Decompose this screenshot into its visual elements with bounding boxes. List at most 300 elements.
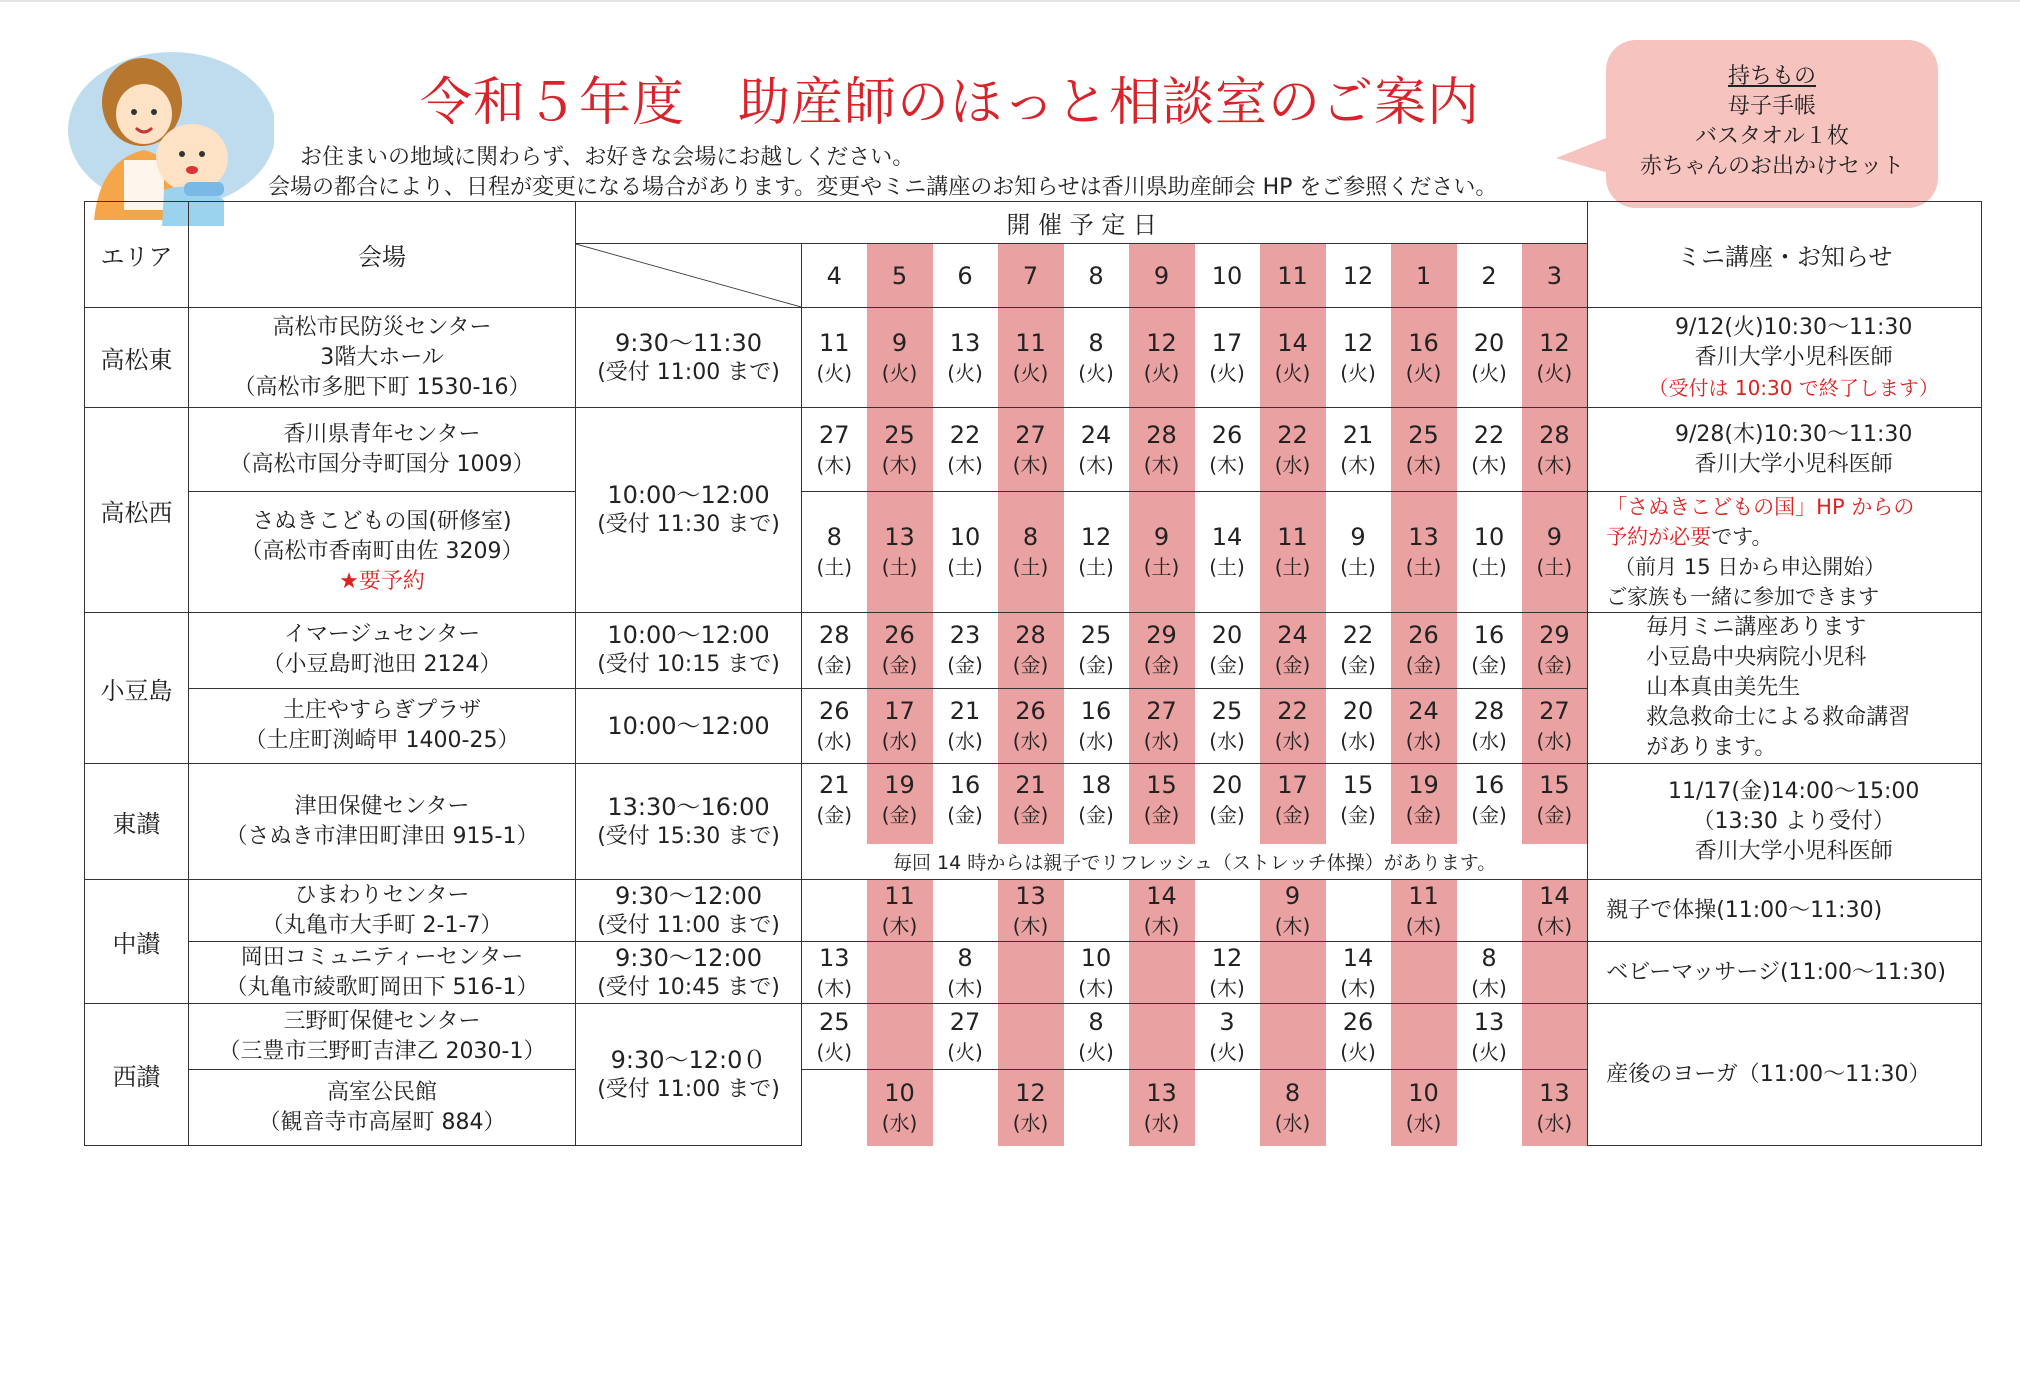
date-day: 26: [1342, 1007, 1374, 1036]
date-day: 12: [1539, 328, 1570, 357]
month-header: 5: [867, 244, 933, 308]
date-weekday: (木): [1471, 452, 1507, 477]
hours-reception: (受付 10:45 まで): [597, 974, 780, 1000]
date-day: 14: [1342, 943, 1374, 972]
area-cell: 高松東: [85, 308, 189, 408]
hours-time: 10:00～12:00: [607, 711, 770, 740]
date-cell: [1064, 688, 1129, 764]
date-weekday: (木): [1536, 452, 1573, 477]
intro-line-1: お住まいの地域に関わらず、お好きな会場にお越しください。: [300, 145, 915, 170]
notes-cell: [1588, 942, 1982, 1004]
date-cell: [802, 1070, 867, 1146]
date-weekday: (金): [1209, 653, 1245, 678]
date-weekday: (木): [881, 452, 918, 477]
hours-time: 9:30～11:30: [614, 328, 763, 357]
date-cell: [1129, 308, 1195, 408]
date-cell: [933, 1004, 998, 1070]
date-day: 9: [1284, 881, 1301, 910]
date-weekday: (木): [816, 452, 853, 477]
area-cell: 西讃: [85, 1004, 189, 1146]
hours-time: 13:30～16:00: [607, 792, 770, 821]
date-day: 29: [1539, 621, 1570, 650]
date-cell: [1129, 942, 1195, 1004]
date-weekday: (水): [1143, 728, 1180, 753]
date-day: 24: [1277, 621, 1308, 650]
note-line: 小豆島中央病院小児科: [1646, 645, 1867, 670]
date-weekday: (火): [1340, 1039, 1376, 1064]
venue-line: （高松市香南町由佐 3209）: [240, 539, 524, 564]
month-header: 7: [998, 244, 1064, 308]
hours-reception: (受付 11:00 まで): [597, 1076, 780, 1102]
date-weekday: (木): [1471, 975, 1507, 1000]
date-day: 13: [1473, 1007, 1505, 1036]
date-cell: [867, 1070, 933, 1146]
date-day: 21: [818, 771, 850, 799]
date-day: 9: [1350, 523, 1366, 551]
date-weekday: (金): [1078, 803, 1114, 827]
date-day: 14: [1539, 881, 1570, 910]
month-header: 9: [1129, 244, 1195, 308]
note-line: （前月 15 日から申込開始）: [1614, 555, 1886, 579]
date-cell: [1260, 942, 1326, 1004]
date-weekday: (金): [947, 803, 983, 827]
diagonal-header-cell: [576, 244, 802, 308]
date-weekday: (水): [1274, 1110, 1311, 1135]
date-day: 19: [884, 771, 915, 799]
date-weekday: (金): [1143, 803, 1180, 827]
hours-cell: [576, 1004, 802, 1146]
date-weekday: (金): [1012, 803, 1049, 827]
date-cell: [1195, 942, 1260, 1004]
date-day: 8: [826, 523, 842, 551]
date-weekday: (水): [1209, 728, 1245, 753]
date-cell: [1064, 1004, 1129, 1070]
date-weekday: (水): [1536, 1110, 1573, 1135]
date-cell: [1522, 308, 1588, 408]
date-cell: [1326, 492, 1391, 613]
date-cell: [1129, 880, 1195, 942]
date-weekday: (木): [816, 975, 853, 1000]
header-dates: 開 催 予 定 日: [576, 202, 1588, 244]
date-cell: [1457, 688, 1522, 764]
date-cell: [933, 942, 998, 1004]
venue-cell: [189, 408, 576, 492]
date-weekday: (木): [1536, 913, 1573, 938]
date-day: 25: [1408, 420, 1439, 449]
note-line: （受付は 10:30 で終了します）: [1648, 375, 1939, 400]
date-weekday: (土): [1209, 555, 1245, 579]
date-cell: [1457, 492, 1522, 613]
date-cell: [998, 1004, 1064, 1070]
date-day: 26: [1015, 696, 1046, 725]
date-cell: [802, 688, 867, 764]
date-weekday: (水): [1471, 728, 1507, 753]
bring-title: 持ちもの: [1727, 64, 1816, 89]
date-cell: [998, 492, 1064, 613]
note-line: 9/28(木)10:30～11:30: [1675, 421, 1913, 447]
date-weekday: (金): [1536, 653, 1573, 678]
venue-line: 高室公民館: [326, 1079, 437, 1105]
notes-cell: [1588, 764, 1982, 880]
note-line: 「さぬきこどもの国」HP からの: [1606, 495, 1915, 519]
date-day: 20: [1211, 621, 1243, 650]
date-cell: [1064, 613, 1129, 689]
date-cell: [1129, 1004, 1195, 1070]
date-day: 27: [1539, 696, 1570, 725]
date-cell: [1522, 880, 1588, 942]
date-day: 17: [884, 696, 915, 725]
date-cell: [802, 492, 867, 613]
date-day: 27: [818, 420, 850, 449]
date-cell: [1064, 880, 1129, 942]
date-weekday: (金): [881, 803, 918, 827]
date-weekday: (金): [1405, 803, 1442, 827]
area-cell: 小豆島: [85, 613, 189, 764]
date-weekday: (水): [1078, 728, 1114, 753]
date-cell: [802, 942, 867, 1004]
venue-cell: [189, 492, 576, 613]
venue-line: 高松市民防災センター: [272, 314, 492, 340]
date-weekday: (火): [1012, 360, 1049, 385]
date-weekday: (木): [1340, 975, 1376, 1000]
date-cell: [867, 764, 933, 844]
date-day: 29: [1146, 621, 1177, 650]
date-cell: [1064, 1070, 1129, 1146]
hours-cell: [576, 613, 802, 689]
venue-line: （三豊市三野町吉津乙 2030-1）: [218, 1038, 546, 1064]
venue-line: （高松市多肥下町 1530-16）: [233, 374, 531, 400]
date-cell: [1195, 308, 1260, 408]
date-day: 8: [1022, 523, 1039, 551]
date-weekday: (水): [1536, 728, 1573, 753]
date-weekday: (木): [1012, 452, 1049, 477]
date-day: 17: [1277, 771, 1308, 799]
note-line: 11/17(金)14:00～15:00: [1668, 778, 1920, 804]
date-cell: [1260, 1004, 1326, 1070]
date-day: 25: [1080, 621, 1112, 650]
month-header: 3: [1522, 244, 1588, 308]
date-cell: [1064, 308, 1129, 408]
note-line: があります。: [1646, 735, 1777, 760]
date-cell: [998, 613, 1064, 689]
date-day: 23: [949, 621, 981, 650]
date-day: 12: [1080, 523, 1112, 551]
note-reservation-required: 予約が必要: [1606, 525, 1712, 549]
page-title: 令和５年度 助産師のほっと相談室のご案内: [420, 73, 1481, 133]
date-day: 28: [1473, 696, 1505, 725]
date-cell: [1260, 492, 1326, 613]
date-weekday: (火): [1209, 1039, 1245, 1064]
notes-cell: [1588, 408, 1982, 492]
date-cell: [867, 613, 933, 689]
hours-time: 10:00～12:00: [607, 621, 770, 650]
date-cell: [1391, 1004, 1457, 1070]
date-cell: [933, 492, 998, 613]
note-line: （13:30 より受付）: [1692, 808, 1895, 834]
date-weekday: (金): [1078, 653, 1114, 678]
venue-line: （観音寺市高屋町 884）: [258, 1109, 506, 1135]
date-day: 9: [1546, 523, 1562, 551]
note-line: 9/12(火)10:30～11:30: [1675, 314, 1913, 340]
date-cell: [1195, 408, 1260, 492]
date-day: 12: [1342, 328, 1374, 357]
date-weekday: (木): [1274, 913, 1311, 938]
date-cell: [1522, 942, 1588, 1004]
date-weekday: (火): [1143, 360, 1180, 385]
date-cell: [1260, 880, 1326, 942]
date-day: 20: [1473, 328, 1505, 357]
venue-cell: [189, 1070, 576, 1146]
date-day: 24: [1408, 696, 1439, 725]
notes-cell: [1588, 880, 1982, 942]
date-cell: [998, 942, 1064, 1004]
date-cell: [1457, 408, 1522, 492]
date-day: 22: [1473, 420, 1505, 449]
date-cell: [933, 1070, 998, 1146]
date-cell: [998, 764, 1064, 844]
month-header: 10: [1195, 244, 1260, 308]
date-day: 22: [1277, 696, 1308, 725]
date-day: 16: [1473, 771, 1505, 799]
date-cell: [1326, 408, 1391, 492]
date-cell: [1522, 492, 1588, 613]
date-day: 14: [1277, 328, 1308, 357]
date-day: 18: [1080, 771, 1112, 799]
date-cell: [1064, 492, 1129, 613]
date-day: 13: [1015, 881, 1046, 910]
date-cell: [1522, 764, 1588, 844]
date-cell: [802, 613, 867, 689]
venue-line: （小豆島町池田 2124）: [262, 652, 502, 678]
date-cell: [933, 688, 998, 764]
date-cell: [1326, 764, 1391, 844]
date-day: 13: [1146, 1078, 1177, 1107]
date-day: 15: [1146, 771, 1177, 799]
date-cell: [1260, 408, 1326, 492]
date-day: 27: [949, 1007, 981, 1036]
date-day: 22: [1277, 420, 1308, 449]
note-text: です。: [1711, 525, 1773, 549]
date-weekday: (土): [1143, 555, 1180, 579]
date-weekday: (水): [881, 1110, 918, 1135]
date-weekday: (火): [816, 360, 853, 385]
venue-cell: [189, 688, 576, 764]
date-day: 11: [818, 328, 850, 357]
date-weekday: (火): [1078, 1039, 1114, 1064]
date-weekday: (金): [1209, 803, 1245, 827]
date-day: 8: [1284, 1078, 1301, 1107]
date-weekday: (金): [1405, 653, 1442, 678]
date-cell: [1457, 942, 1522, 1004]
date-cell: [1326, 1070, 1391, 1146]
venue-line: （さぬき市津田町津田 915-1）: [225, 823, 539, 849]
date-cell: [1391, 1070, 1457, 1146]
date-day: 13: [1408, 523, 1439, 551]
date-cell: [1326, 942, 1391, 1004]
date-day: 14: [1146, 881, 1177, 910]
date-weekday: (火): [1209, 360, 1245, 385]
hours-cell: [576, 688, 802, 764]
date-day: 9: [1153, 523, 1170, 551]
date-cell: [867, 308, 933, 408]
date-day: 10: [1408, 1078, 1439, 1107]
area-cell: 高松西: [85, 408, 189, 613]
date-day: 12: [1146, 328, 1177, 357]
date-cell: [1064, 408, 1129, 492]
date-cell: [1457, 1070, 1522, 1146]
hours-time: 9:30～12:0０: [610, 1045, 767, 1074]
bring-item: バスタオル１枚: [1694, 124, 1849, 149]
date-cell: [1391, 308, 1457, 408]
date-weekday: (金): [1340, 803, 1376, 827]
intro-line-2: 会場の都合により、日程が変更になる場合があります。変更やミニ講座のお知らせは香川県助産師会 HP をご参照ください。: [268, 175, 1498, 200]
hours-time: 9:30～12:00: [614, 943, 763, 972]
hours-time: 10:00～12:00: [607, 481, 770, 509]
date-weekday: (木): [1209, 975, 1245, 1000]
date-day: 11: [884, 881, 915, 910]
date-cell: [1260, 764, 1326, 844]
date-cell: [1260, 1070, 1326, 1146]
date-cell: [933, 308, 998, 408]
note-line: 香川大学小児科医師: [1694, 344, 1893, 370]
date-weekday: (水): [816, 728, 853, 753]
date-day: 21: [1015, 771, 1046, 799]
date-cell: [998, 880, 1064, 942]
note-line: 親子で体操(11:00～11:30): [1606, 897, 1883, 923]
date-day: 11: [1277, 523, 1308, 551]
date-cell: [998, 1070, 1064, 1146]
date-day: 10: [949, 523, 981, 551]
date-weekday: (木): [1078, 975, 1114, 1000]
date-cell: [1129, 1070, 1195, 1146]
venue-line: 土庄やすらぎプラザ: [282, 697, 481, 723]
date-day: 8: [957, 943, 973, 972]
venue-cell: [189, 1004, 576, 1070]
notes-cell: [1588, 613, 1982, 764]
venue-line: ひまわりセンター: [294, 882, 470, 908]
notes-cell: [1588, 308, 1982, 408]
date-day: 27: [1015, 420, 1046, 449]
date-day: 25: [818, 1007, 850, 1036]
date-weekday: (木): [1405, 452, 1442, 477]
date-day: 27: [1146, 696, 1177, 725]
date-weekday: (木): [1209, 452, 1245, 477]
notes-cell: [1588, 1004, 1982, 1146]
date-day: 12: [1211, 943, 1243, 972]
date-cell: [1326, 308, 1391, 408]
venue-line: 三野町保健センター: [283, 1008, 481, 1034]
venue-line: さぬきこどもの国(研修室): [252, 509, 512, 534]
area-cell: 東讃: [85, 764, 189, 880]
date-cell: [1522, 1004, 1588, 1070]
date-cell: [1326, 880, 1391, 942]
date-day: 16: [949, 771, 981, 799]
venue-line: イマージュセンター: [283, 622, 481, 648]
date-day: 20: [1342, 696, 1374, 725]
date-cell: [1260, 613, 1326, 689]
date-day: 15: [1342, 771, 1374, 799]
venue-line: （丸亀市大手町 2-1-7）: [261, 912, 503, 938]
note-line: ベビーマッサージ(11:00～11:30): [1606, 959, 1946, 985]
date-day: 26: [818, 696, 850, 725]
venue-line: （土庄町渕崎甲 1400-25）: [244, 727, 520, 753]
date-weekday: (木): [881, 913, 918, 938]
date-day: 17: [1211, 328, 1243, 357]
date-weekday: (土): [816, 555, 853, 579]
date-weekday: (火): [881, 360, 918, 385]
date-cell: [1326, 613, 1391, 689]
date-weekday: (金): [1536, 803, 1573, 827]
date-day: 11: [1408, 881, 1439, 910]
date-day: 13: [1539, 1078, 1570, 1107]
date-day: 9: [891, 328, 908, 357]
date-cell: [1195, 880, 1260, 942]
date-weekday: (土): [1078, 555, 1114, 579]
date-cell: [1326, 1004, 1391, 1070]
date-day: 8: [1088, 1007, 1104, 1036]
date-weekday: (水): [1012, 728, 1049, 753]
date-weekday: (水): [1274, 728, 1311, 753]
date-day: 10: [884, 1078, 915, 1107]
date-day: 10: [1473, 523, 1505, 551]
date-cell: [933, 613, 998, 689]
venue-cell: [189, 308, 576, 408]
date-weekday: (土): [1471, 555, 1507, 579]
date-weekday: (金): [881, 653, 918, 678]
date-weekday: (土): [1274, 555, 1311, 579]
date-cell: [1457, 1004, 1522, 1070]
date-day: 8: [1481, 943, 1497, 972]
date-cell: [1195, 613, 1260, 689]
date-weekday: (金): [1471, 653, 1507, 678]
date-cell: [1129, 613, 1195, 689]
date-weekday: (金): [1471, 803, 1507, 827]
mother-and-baby-illustration: [64, 50, 274, 226]
month-header: 12: [1326, 244, 1391, 308]
date-day: 16: [1473, 621, 1505, 650]
date-cell: [1326, 688, 1391, 764]
venue-cell: [189, 880, 576, 942]
date-weekday: (火): [816, 1039, 853, 1064]
date-day: 21: [1342, 420, 1374, 449]
date-cell: [1457, 308, 1522, 408]
note-line: 香川大学小児科医師: [1694, 838, 1893, 864]
header-notes: ミニ講座・お知らせ: [1588, 202, 1982, 308]
venue-cell: [189, 942, 576, 1004]
note-line: 救急救命士による救命講習: [1646, 705, 1911, 730]
date-day: 22: [949, 420, 981, 449]
note-line: 山本真由美先生: [1646, 675, 1801, 700]
month-header: 11: [1260, 244, 1326, 308]
date-cell: [802, 408, 867, 492]
date-cell: [933, 408, 998, 492]
date-day: 16: [1080, 696, 1112, 725]
date-weekday: (土): [1405, 555, 1442, 579]
date-weekday: (金): [1274, 803, 1311, 827]
venue-cell: [189, 613, 576, 689]
date-day: 13: [884, 523, 915, 551]
date-weekday: (土): [1340, 555, 1376, 579]
date-weekday: (水): [881, 728, 918, 753]
date-cell: [1457, 764, 1522, 844]
date-weekday: (金): [1012, 653, 1049, 678]
date-cell: [1129, 408, 1195, 492]
date-weekday: (土): [1536, 555, 1573, 579]
date-cell: [1391, 408, 1457, 492]
date-weekday: (水): [1340, 728, 1376, 753]
date-cell: [1457, 880, 1522, 942]
date-day: 13: [818, 943, 850, 972]
